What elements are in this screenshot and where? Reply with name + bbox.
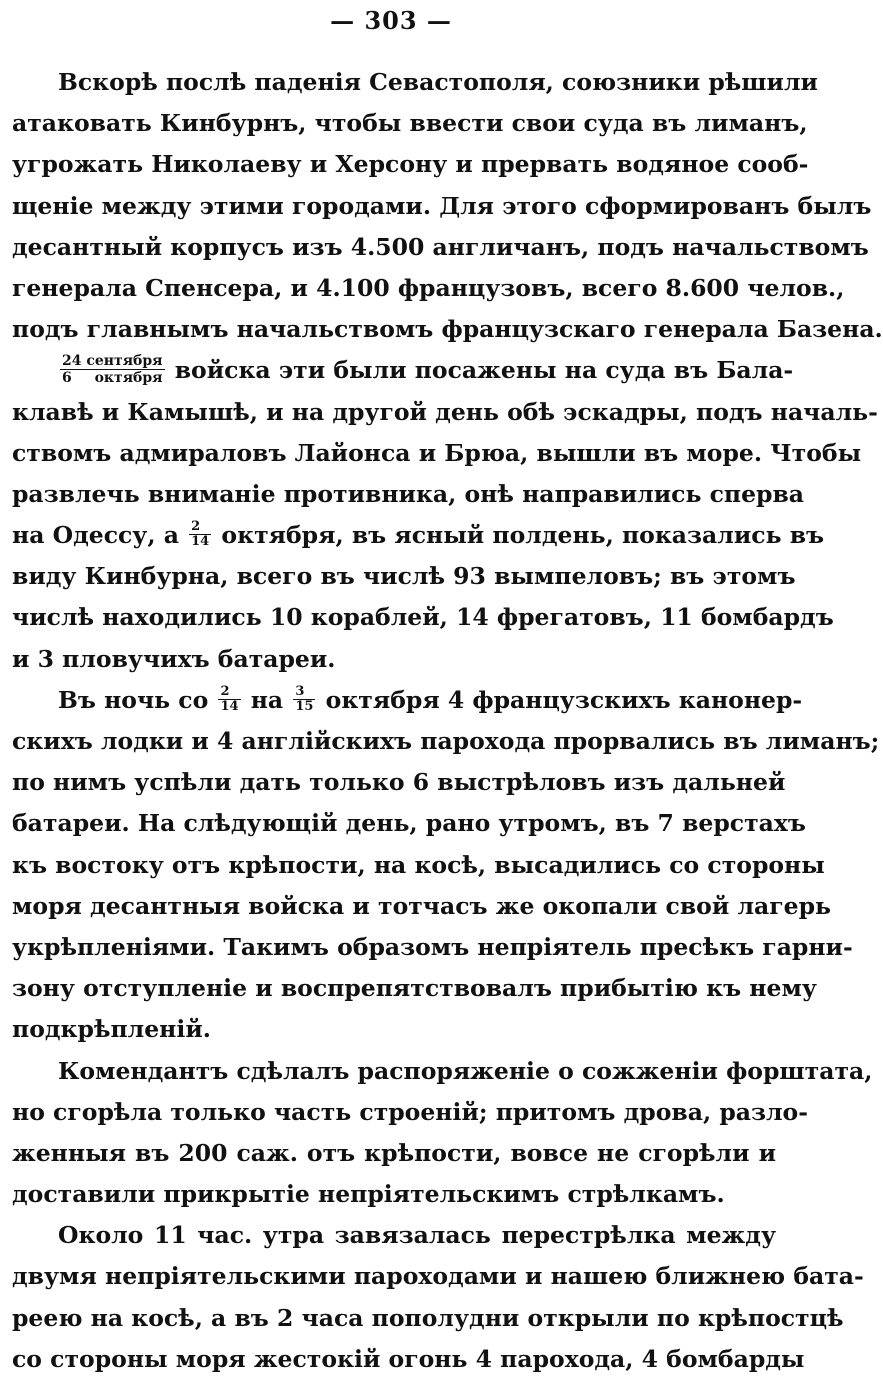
text-segment: войска эти были посажены на суда въ Бала- [174, 356, 794, 385]
text-line: двумя непріятельскими пароходами и нашею ближнею бата- [12, 1262, 864, 1291]
text-line: десантный корпусъ изъ 4.500 англичанъ, подъ начальствомъ [12, 232, 869, 261]
text-line: батареи. На слѣдующій день, рано утромъ, въ 7 верстахъ [12, 809, 806, 838]
text-segment: октября 4 французскихъ канонер- [325, 685, 803, 714]
text-line: укрѣпленіями. Такимъ образомъ непріятель пресѣкъ гарни- [12, 932, 853, 961]
text-line: къ востоку отъ крѣпости, на косѣ, высадились со стороны [12, 850, 825, 879]
page-number: — 303 — [330, 6, 452, 35]
fraction-denominator: 14 [220, 698, 239, 714]
text-line-with-date [12, 680, 803, 721]
fraction-numerator: 2 [189, 520, 211, 535]
text-line: моря десантныя войска и тотчасъ же окопали свой лагерь [12, 891, 831, 920]
text-line: по нимъ успѣли дать только 6 выстрѣловъ изъ дальней [12, 768, 786, 797]
text-line: Вскорѣ послѣ паденія Севастополя, союзники рѣшили [58, 68, 818, 96]
text-line: ствомъ адмираловъ Лайонса и Брюа, вышли въ море. Чтобы [12, 438, 862, 467]
text-segment: на [250, 685, 284, 714]
fraction-denominator: 15 [295, 698, 314, 714]
date-fraction [60, 353, 165, 386]
text-line: числѣ находились 10 кораблей, 14 фрегатовъ, 11 бомбардъ [12, 603, 834, 632]
text-line: женныя въ 200 саж. отъ крѣпости, вовсе не сгорѣли и [12, 1138, 776, 1167]
date-fraction [218, 685, 240, 714]
text-line-with-date [12, 350, 794, 391]
text-line: развлечь вниманіе противника, онѣ направились сперва [12, 479, 805, 508]
text-line: подъ главнымъ начальствомъ французскаго генерала Базена. [12, 315, 883, 344]
text-line: но сгорѣла только часть строеній; притомъ дрова, разло- [12, 1097, 808, 1126]
date-fraction [293, 685, 315, 714]
text-line: со стороны моря жестокій огонь 4 парохода, 4 бомбарды [12, 1344, 805, 1373]
text-line: и 3 пловучихъ батареи. [12, 644, 336, 673]
text-line: скихъ лодки и 4 англійскихъ парохода прорвались въ лиманъ; [12, 727, 880, 755]
fraction-denominator: 14 [191, 534, 210, 550]
body-text [12, 62, 883, 1380]
fraction-numerator: 24 сентября [62, 353, 163, 370]
text-line: генерала Спенсера, и 4.100 французовъ, всего 8.600 челов., [12, 273, 845, 302]
text-line: доставили прикрытіе непріятельскимъ стрѣлкамъ. [12, 1180, 725, 1209]
text-line: угрожать Николаеву и Херсону и прервать водяное сооб- [12, 150, 809, 179]
text-line: Около 11 час. утра завязалась перестрѣлка между [58, 1221, 776, 1250]
text-line: виду Кинбурна, всего въ числѣ 93 вымпеловъ; въ этомъ [12, 562, 796, 591]
text-line: щеніе между этими городами. Для этого сформированъ былъ [12, 191, 872, 220]
fraction-numerator: 2 [218, 685, 240, 700]
fraction-denominator: 6 октября [62, 370, 163, 387]
text-line: Комендантъ сдѣлалъ распоряженіе о сожженіи форштата, [58, 1056, 873, 1085]
text-line: клавѣ и Камышѣ, и на другой день обѣ эскадры, подъ началь- [12, 397, 878, 426]
text-segment: октября, въ ясный полдень, показались въ [221, 521, 825, 550]
text-segment: на Одессу, а [12, 521, 179, 550]
text-line: подкрѣпленій. [12, 1015, 211, 1044]
text-line: зону отступленіе и воспрепятствовалъ прибытію къ нему [12, 974, 817, 1003]
date-fraction [189, 520, 211, 549]
text-line: реею на косѣ, а въ 2 часа пополудни открыли по крѣпостцѣ [12, 1303, 844, 1332]
text-line-with-date [12, 515, 825, 556]
fraction-numerator: 3 [293, 685, 315, 700]
text-line: атаковать Кинбурнъ, чтобы ввести свои суда въ лиманъ, [12, 109, 808, 138]
text-segment: Въ ночь со [58, 685, 209, 714]
